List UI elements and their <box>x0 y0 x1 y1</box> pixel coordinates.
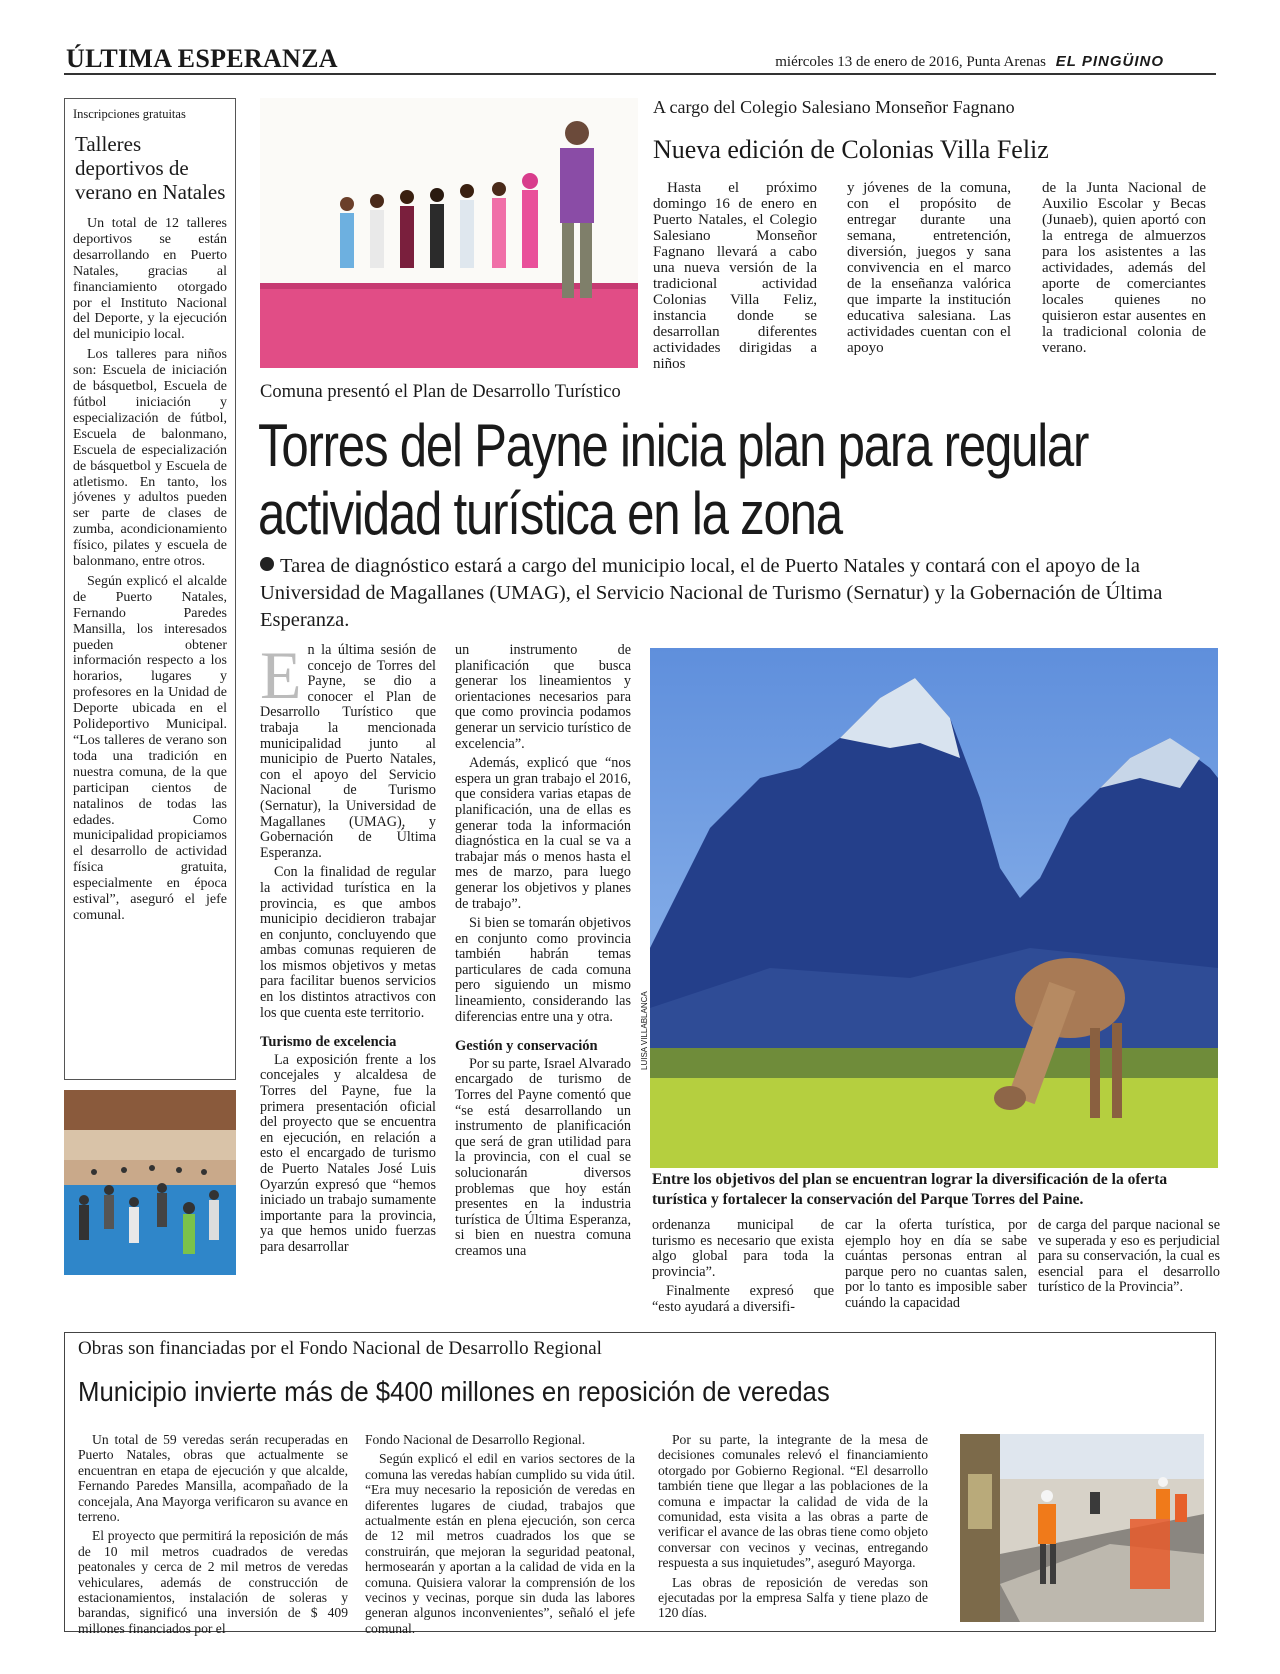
main-paragraph: ordenanza municipal de turismo es necesario que exista algo global para toda la provincia”. <box>652 1217 834 1280</box>
colonias-title: Nueva edición de Colonias Villa Feliz <box>653 135 1049 164</box>
section-name: ÚLTIMA ESPERANZA <box>66 44 338 73</box>
main-paragraph: de carga del parque nacional se ve superada y eso es perjudicial para su conservación, la cual es esencial para el desarrollo turístico de la Provincia”. <box>1038 1217 1220 1296</box>
main-tail-column-2 <box>845 1218 1027 1316</box>
sidebar-kicker: Inscripciones gratuitas <box>73 107 186 121</box>
main-tail-column-3 <box>1038 1218 1220 1300</box>
bullet-icon <box>260 557 274 571</box>
sidebar-photo-gym-class <box>64 1090 236 1275</box>
colonias-column <box>1042 180 1206 360</box>
main-tail-column-1 <box>652 1218 834 1320</box>
colonias-photo-stage <box>260 98 638 368</box>
dateline-text: miércoles 13 de enero de 2016, Punta Arenas <box>775 54 1046 70</box>
sidebar-paragraph: Un total de 12 talleres deportivos se están desarrollando en Puerto Natales, gracias al financiamiento otorgado por el Instituto Nacional del Deporte, y la ejecución del municipio local. <box>73 216 227 343</box>
main-kicker: Comuna presentó el Plan de Desarrollo Turístico <box>260 382 621 402</box>
main-lead <box>260 553 1210 634</box>
sidebar-box <box>64 98 236 1080</box>
bottom-kicker: Obras son financiadas por el Fondo Nacional de Desarrollo Regional <box>78 1338 602 1359</box>
bottom-column-2 <box>365 1432 635 1640</box>
bottom-paragraph: Fondo Nacional de Desarrollo Regional. <box>365 1432 586 1447</box>
dateline <box>775 53 1164 71</box>
main-paragraph: Si bien se tomarán objetivos en conjunto como provincia también habrán temas particulares de cada comuna pero siguiendo un mismo lineamiento, considerando las diferencias entre una y otra. <box>455 915 631 1025</box>
drop-cap: E <box>260 637 302 713</box>
main-paragraph: Además, explicó que “nos espera un gran trabajo el 2016, que considera varias etapas de planificación, una de ellas es generar toda la información diagnóstica en la cual se va a trabajar más o menos hasta el mes de marzo, para luego generar los objetivos y planes de trabajo”. <box>455 755 631 912</box>
main-headline: Torres del Payne inicia plan para regular actividad turística en la zona <box>258 412 1089 547</box>
bottom-column-1 <box>78 1432 348 1640</box>
main-photo-caption: Entre los objetivos del plan se encuentran lograr la diversificación de la oferta turística y fortalecer la conservación del Parque Torres del Paine. <box>652 1171 1168 1208</box>
main-subhead: Turismo de excelencia <box>260 1034 397 1051</box>
photo-credit: LUISA VILLABLANCA <box>640 991 649 1070</box>
colonias-paragraph: Hasta el próximo domingo 16 de enero en Puerto Natales, el Colegio Salesiano Monseñor Fagnano llevará a cabo una nueva versión de la tradicional actividad Colonias Villa Feliz, instancia donde se desarrollan diferentes actividades dirigidas a niños <box>653 180 817 372</box>
bottom-paragraph: Por su parte, la integrante de la mesa de decisiones comunales relevó el financiamiento otorgado por Gobierno Regional. “El desarrollo también tiene que llegar a las poblaciones de la comuna e impactar la calidad de vida de la comunidad, esta visita a las obras a parte de verificar el avance de las obras tiene como objeto conversar con vecinos y vecinas, entregando respuesta a sus inquietudes”, aseguró Mayorga. <box>658 1432 928 1571</box>
sidebar-paragraph: Según explicó el alcalde de Puerto Natales, Fernando Paredes Mansilla, los interesados pueden obtener información respecto a los horarios, lugares y profesores en la Unidad de Deporte ubicada en el Polideportivo Municipal. “Los talleres de verano son toda una tradición en nuestra comuna, de la que participan cientos de natalinos de todas las edades. Como municipalidad propiciamos el desarrollo de actividad física gratuita, especialmente en época estival”, aseguró el jefe comunal. <box>73 573 227 923</box>
bottom-paragraph: El proyecto que permitirá la reposición de más de 10 mil metros cuadrados de veredas peatonales y cerca de 2 mil metros de veredas vehiculares, además de construcción de estacionamientos, instalación de soleras y barandas, significó una inversión de $ 409 millones financiados por el <box>78 1528 348 1636</box>
colonias-column <box>847 180 1011 360</box>
colonias-paragraph: y jóvenes de la comuna, con el propósito de entregar durante una semana, entretención, diversión, juegos y sana convivencia en el marco de la enseñanza valórica que imparte la institución educativa salesiana. Las actividades cuentan con el apoyo <box>847 180 1011 356</box>
sidebar-paragraph: Los talleres para niños son: Escuela de iniciación de básquetbol, Escuela de fútbol iniciación y especialización de fútbol, Escuela de balonmano, Escuela de especialización de básquetbol y Escuela de atletismo. En tanto, los jóvenes y adultos pueden ser parte de clases de zumba, acondicionamiento físico, pilates y escuela de balonmano, entre otros. <box>73 347 227 570</box>
main-subhead: Gestión y conservación <box>455 1038 598 1055</box>
bottom-headline: Municipio invierte más de $400 millones en reposición de veredas <box>78 1376 830 1407</box>
bottom-paragraph: Según explicó el edil en varios sectores de la comuna las veredas habían cumplido su vida útil. “Era muy necesario la reposición de veredas en diferentes lugares de ciudad, trabajos que actualmente están en plena ejecución, son cerca de 12 mil metros cuadrados los que se construirán, que mejoran la seguridad peatonal, hermosearán y aportan a la calidad de vida en la comuna. Quisiera valorar la comprensión de los vecinos y vecinas, porque sin duda las labores generan algunos inconvenientes”, señaló el jefe comunal. <box>365 1451 635 1636</box>
bottom-column-3 <box>658 1432 928 1625</box>
colonias-paragraph: de la Junta Nacional de Auxilio Escolar y Becas (Junaeb), quien aportó con la entrega de almuerzos para los asistentes a las actividades, además del aporte de comerciantes locales quienes no quisieron estar ausentes en la tradicional colonia de verano. <box>1042 180 1206 356</box>
main-photo-torres-del-paine-guanaco <box>650 648 1218 1168</box>
main-paragraph: La exposición frente a los concejales y alcaldesa de Torres del Payne, fue la primera presentación oficial del proyecto que se encuentra en ejecución, en relación a esto el encargado de turismo de Puerto Natales José Luis Oyarzún expresó que “hemos iniciado un trabajo sumamente importante para la provincia, ya que hemos unido fuerzas para desarrollar <box>260 1051 436 1255</box>
colonias-kicker: A cargo del Colegio Salesiano Monseñor Fagnano <box>653 97 1015 117</box>
bottom-photo-sidewalk-works <box>960 1434 1204 1622</box>
main-paragraph: un instrumento de planificación que busca generar los lineamientos y orientaciones necesarios para que como provincia podamos generar un servicio turístico de excelencia”. <box>455 642 631 752</box>
main-body-column-2 <box>455 643 631 1264</box>
header-rule <box>64 73 1216 75</box>
main-paragraph: car la oferta turística, por ejemplo hoy en día se sabe cuántas personas entran al parque pero no cuantas salen, por lo tanto es imposible saber cuándo la capacidad <box>845 1217 1027 1311</box>
main-paragraph: Finalmente expresó que “esto ayudará a diversifi- <box>652 1283 834 1315</box>
main-body-column-1 <box>260 637 436 1260</box>
main-paragraph: n la última sesión de concejo de Torres del Payne, se dio a conocer el Plan de Desarrollo Turístico que trabaja la mencionada municipalidad junto al municipio de Puerto Natales, con el apoyo del Servicio Nacional de Turismo (Sernatur), la Universidad de Magallanes (UMAG), y Gobernación de Última Esperanza. <box>260 642 436 861</box>
sidebar-body <box>73 216 227 924</box>
main-paragraph: Por su parte, Israel Alvarado encargado de turismo de Torres del Payne comentó que “se está desarrollando un instrumento de planificación que será de gran utilidad para la provincia, con el cual se solucionarán diversos problemas que hoy están presentes en la industria turística de Última Esperanza, si bien en nuestra comuna creamos una <box>455 1055 631 1259</box>
bottom-paragraph: Un total de 59 veredas serán recuperadas en Puerto Natales, obras que actualmente se encuentran en etapa de ejecución y que alcalde, Fernando Paredes Mansilla, acompañado de la concejala, Ana Mayorga verificaron su avance en terreno. <box>78 1432 348 1525</box>
main-lead-text: Tarea de diagnóstico estará a cargo del municipio local, el de Puerto Natales y contará con el apoyo de la Universidad de Magallanes (UMAG), el Servicio Nacional de Turismo (Sernatur) y la Gobernación de Última Esperanza. <box>260 555 1163 631</box>
main-paragraph: Con la finalidad de regular la actividad turística en la provincia, es que ambos municipio decidieron trabajar en conjunto, concluyendo que ambas comunas requieren de los mismos objetivos y metas para facilitar buenos servicios en los distintos atractivos con los que cuenta este territorio. <box>260 864 436 1021</box>
sidebar-title: Talleres deportivos de verano en Natales <box>75 132 226 204</box>
colonias-column <box>653 180 817 376</box>
newspaper-logo: EL PINGÜINO <box>1055 53 1164 70</box>
bottom-paragraph: Las obras de reposición de veredas son ejecutadas por la empresa Salfa y tiene plazo de 120 días. <box>658 1574 928 1621</box>
